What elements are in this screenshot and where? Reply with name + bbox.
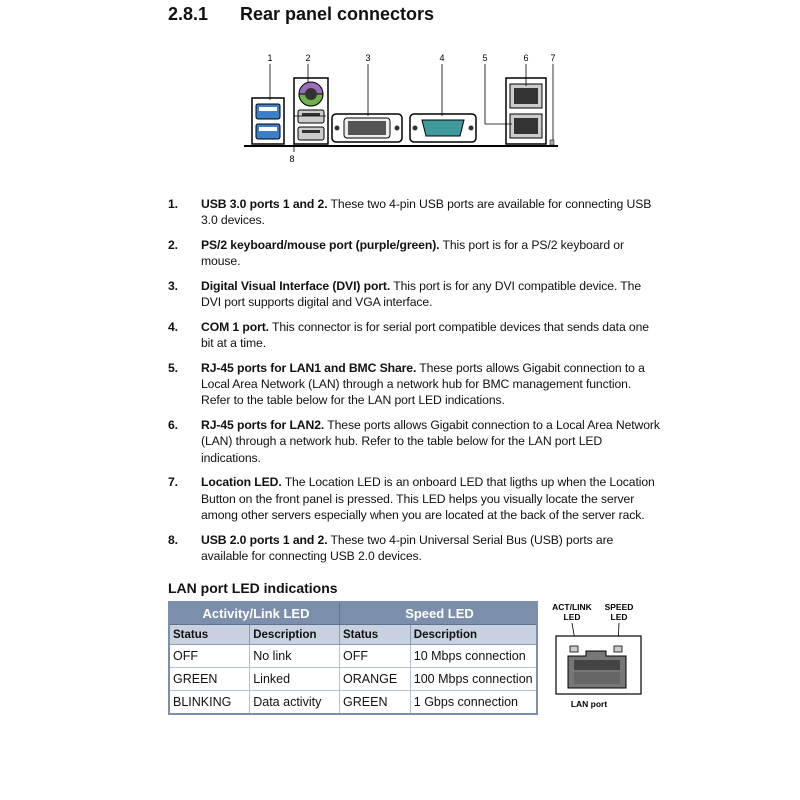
- table-cell: 100 Mbps connection: [410, 668, 537, 691]
- item-number: 4.: [168, 320, 178, 334]
- speed-label-led: LED: [610, 612, 628, 622]
- act-link-label-led: LED: [563, 612, 581, 622]
- section-title: Rear panel connectors: [240, 4, 435, 24]
- callout-3: 3: [365, 53, 371, 63]
- table-cell: OFF: [340, 645, 411, 668]
- location-led-graphic: [550, 140, 554, 145]
- list-item: [168, 417, 660, 466]
- item-number: 3.: [168, 279, 178, 293]
- table-cell: ORANGE: [340, 668, 411, 691]
- table-cell: BLINKING: [169, 691, 250, 715]
- status-header: Status: [340, 625, 411, 645]
- led-table-heading: LAN port LED indications: [168, 580, 338, 596]
- item-title: PS/2 keyboard/mouse port (purple/green).: [201, 238, 440, 252]
- callout-7: 7: [550, 53, 556, 63]
- item-text: These two 4-pin Universal Serial Bus (USB) ports are available for connecting USB 2.0 devices.: [201, 532, 614, 563]
- com-port-graphic: [410, 114, 476, 142]
- table-cell: GREEN: [169, 668, 250, 691]
- item-text: This port is for a PS/2 keyboard or mouse.: [201, 238, 624, 269]
- table-cell: Data activity: [250, 691, 340, 715]
- table-cell: 10 Mbps connection: [410, 645, 537, 668]
- section-heading: [168, 4, 434, 25]
- item-text: The Location LED is an onboard LED that ligths up when the Location Button on the front panel is pressed. This LED helps you visually locate the server among other servers especially when you are located at the back of the server rack.: [201, 475, 655, 522]
- list-item: [168, 474, 660, 523]
- item-number: 8.: [168, 532, 178, 547]
- table-cell: OFF: [169, 645, 250, 668]
- item-number: 5.: [168, 361, 178, 375]
- table-row: [169, 691, 537, 715]
- speed-label: SPEED: [604, 602, 634, 612]
- table-cell: 1 Gbps connection: [410, 691, 537, 715]
- activity-link-header: Activity/Link LED: [169, 602, 340, 625]
- item-text: These two 4-pin USB ports are available for connecting USB 3.0 devices.: [201, 197, 652, 228]
- callout-6: 6: [523, 53, 529, 63]
- callout-8: 8: [289, 154, 295, 164]
- list-item: [168, 278, 660, 310]
- item-number: 2.: [168, 238, 178, 252]
- act-link-label: ACT/LINK: [552, 602, 592, 612]
- table-cell: No link: [250, 645, 340, 668]
- item-number: 1.: [168, 197, 178, 211]
- ps2-usb2-graphic: [294, 78, 328, 144]
- section-number: 2.8.1: [168, 4, 209, 24]
- item-title: Location LED.: [201, 475, 282, 490]
- lan-ports-graphic: [506, 78, 546, 144]
- act-link-led-icon: [570, 646, 578, 652]
- list-item: [168, 196, 660, 228]
- item-title: USB 3.0 ports 1 and 2.: [201, 197, 328, 211]
- table-row: [169, 645, 537, 668]
- item-title: RJ-45 ports for LAN1 and BMC Share.: [201, 361, 417, 375]
- led-indication-table: [168, 601, 538, 715]
- rear-panel-diagram: [240, 48, 570, 166]
- connector-list: [168, 196, 660, 573]
- item-text: These ports allows Gigabit connection to a Local Area Network (LAN) through a network hub. Refer to the table below for the LAN port LED indications.: [201, 418, 660, 465]
- table-cell: GREEN: [340, 691, 411, 715]
- item-title: COM 1 port.: [201, 320, 269, 334]
- list-item: [168, 237, 660, 269]
- table-cell: Linked: [250, 668, 340, 691]
- callout-5: 5: [482, 53, 488, 63]
- item-text: These ports allows Gigabit connection to a Local Area Network (LAN) through a network hub for BMC management function. Refer to the table below for the LAN port LED indications.: [201, 361, 645, 408]
- lan-port-diagram: [548, 600, 648, 712]
- item-title: RJ-45 ports for LAN2.: [201, 418, 325, 433]
- status-header: Status: [169, 625, 250, 645]
- item-number: 7.: [168, 475, 178, 490]
- lan-port-caption: LAN port: [570, 699, 608, 709]
- list-item: [168, 319, 660, 351]
- speed-led-icon: [614, 646, 622, 652]
- item-text: This port is for any DVI compatible device. The DVI port supports digital and VGA interface.: [201, 279, 641, 310]
- speed-led-header: Speed LED: [340, 602, 537, 625]
- item-title: Digital Visual Interface (DVI) port.: [201, 279, 391, 293]
- dvi-port-graphic: [332, 114, 402, 142]
- callout-1: 1: [267, 53, 273, 63]
- item-text: This connector is for serial port compatible devices that sends data one bit at a time.: [201, 320, 649, 351]
- list-item: [168, 532, 660, 564]
- description-header: Description: [410, 625, 537, 645]
- item-number: 6.: [168, 418, 178, 433]
- usb3-ports-graphic: [252, 98, 284, 144]
- table-row: [169, 668, 537, 691]
- item-title: USB 2.0 ports 1 and 2.: [201, 532, 328, 547]
- list-item: [168, 360, 660, 409]
- callout-4: 4: [439, 53, 445, 63]
- callout-2: 2: [305, 53, 311, 63]
- description-header: Description: [250, 625, 340, 645]
